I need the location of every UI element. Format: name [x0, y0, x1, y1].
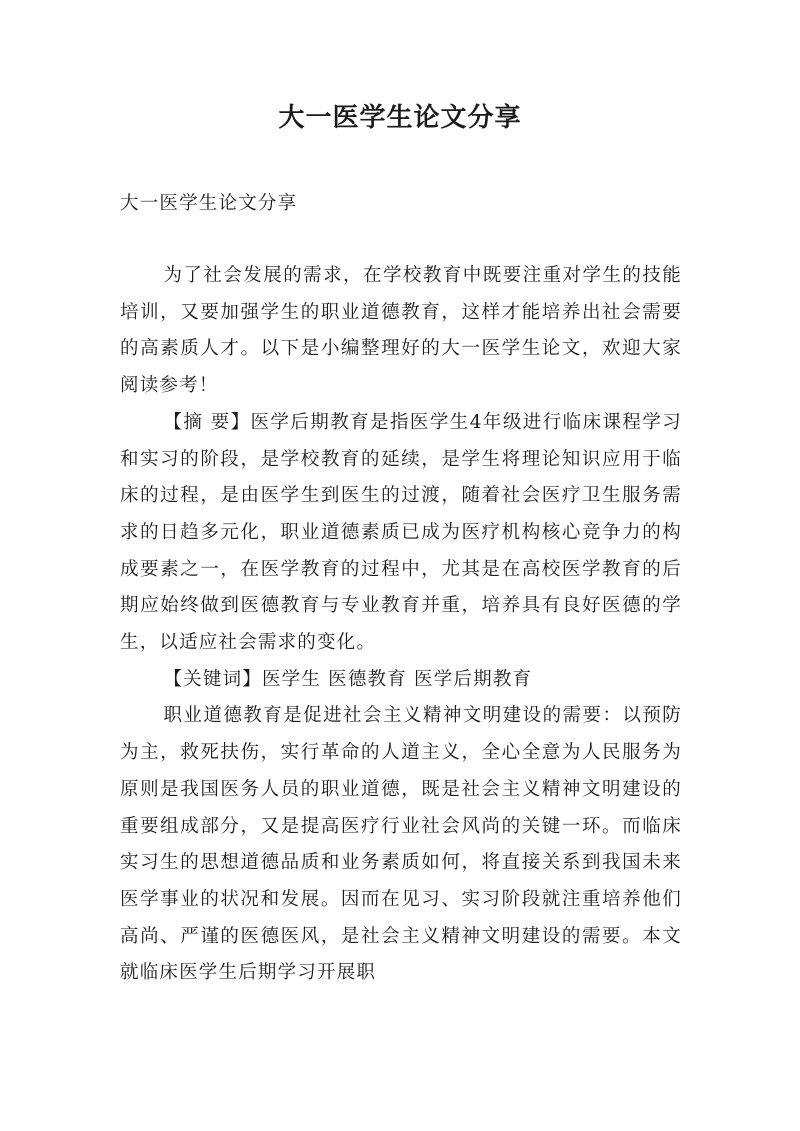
paragraph-keywords: 【关键词】医学生 医德教育 医学后期教育 [163, 668, 533, 690]
paragraph-main: 职业道德教育是促进社会主义精神文明建设的需要：以预防为主，救死扶伤，实行革命的人道主义，全心全意为人民服务为原则是我国医务人员的职业道德，既是社会主义精神文明建设的重要组成部分，又是提高医疗行业社会风尚的关键一环。而临床实习生的思想道德品质和业务素质如何，将直接关系到我国未来医学事业的状况和发展。因而在见习、实习阶段就注重培养他们高尚、严谨的医德医风，是社会主义精神文明建设的需要。本文就临床医学生后期学习开展职 [120, 705, 682, 984]
document-body [120, 258, 682, 992]
document-subtitle: 大一医学生论文分享 [120, 193, 298, 214]
paragraph-abstract: 【摘 要】医学后期教育是指医学生4年级进行临床课程学习和实习的阶段，是学校教育的延续，是学生将理论知识应用于临床的过程，是由医学生到医生的过渡，随着社会医疗卫生服务需求的日趋多元化，职业道德素质已成为医疗机构核心竞争力的构成要素之一，在医学教育的过程中，尤其是在高校医学教育的后期应始终做到医德教育与专业教育并重，培养具有良好医德的学生，以适应社会需求的变化。 [120, 411, 682, 654]
paragraph-intro: 为了社会发展的需求，在学校教育中既要注重对学生的技能培训，又要加强学生的职业道德教育，这样才能培养出社会需要的高素质人才。以下是小编整理好的大一医学生论文，欢迎大家阅读参考！ [120, 265, 682, 397]
document-title: 大一医学生论文分享 [278, 103, 522, 133]
